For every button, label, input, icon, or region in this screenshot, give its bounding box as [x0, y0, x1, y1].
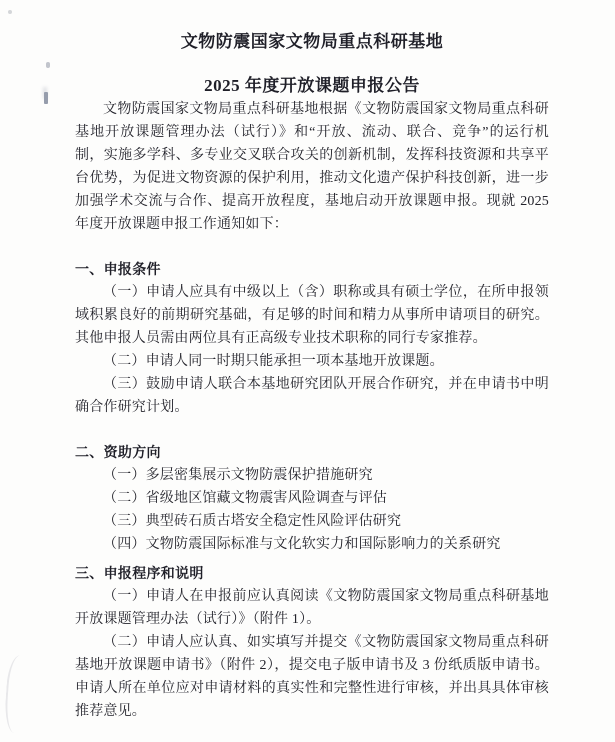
section-paragraph: （四）文物防震国际标准与文化软实力和国际影响力的关系研究 [103, 537, 501, 552]
section-heading: 一、申报条件 [75, 261, 161, 277]
section-heading: 三、申报程序和说明 [75, 565, 204, 581]
section-paragraph: （二）申请人应认真、如实填写并提交《文物防震国家文物局重点科研基地开放课题申请书》（附件 2），提交电子版申请书及 3 份纸质版申请书。申请人所在单位应对申请材料的真实性和完整性进行审核，并出具具体审核推荐意见。 [75, 635, 549, 719]
section-paragraph: （一）申请人在申报前应认真阅读《文物防震国家文物局重点科研基地开放课题管理办法（试行）》（附件 1）。 [75, 589, 549, 627]
scan-dash-artifact [44, 92, 48, 104]
scan-speck-artifact [46, 62, 50, 68]
section-funding-directions [75, 441, 549, 556]
intro-paragraph: 文物防震国家文物局重点科研基地根据《文物防震国家文物局重点科研基地开放课题管理办法（试行）》和“开放、流动、联合、竞争”的运行机制，实施多学科、多专业交叉联合攻关的创新机制，发挥科技资源和共享平台优势，为促进文物资源的保护利用，推动文化遗产保护科技创新，进一步加强学术交流与合作、提高开放程度，基地启动开放课题申报。现就 2025 年度开放课题申报工作通知如下： [75, 102, 549, 232]
scan-curve-artifact [3, 654, 28, 733]
document-subtitle: 2025 年度开放课题申报公告 [204, 76, 420, 95]
section-paragraph: （三）典型砖石质古塔安全稳定性风险评估研究 [103, 514, 402, 529]
section-application-conditions [75, 258, 549, 419]
section-paragraph: （一）申请人应具有中级以上（含）职称或具有硕士学位，在所申报领域积累良好的前期研究基础，有足够的时间和精力从事所申请项目的研究。其他申报人员需由两位具有正高级专业技术职称的同行专家推荐。 [75, 285, 549, 346]
document-title: 文物防震国家文物局重点科研基地 [180, 32, 444, 51]
section-paragraph: （二）申请人同一时期只能承担一项本基地开放课题。 [103, 354, 444, 369]
section-application-procedure [75, 562, 549, 723]
scan-speck-artifact [8, 10, 12, 14]
section-heading: 二、资助方向 [75, 444, 161, 460]
section-paragraph: （一）多层密集展示文物防震保护措施研究 [103, 468, 373, 483]
section-paragraph: （三）鼓励申请人联合本基地研究团队开展合作研究，并在申请书中明确合作研究计划。 [75, 377, 549, 415]
section-paragraph: （二）省级地区馆藏文物震害风险调查与评估 [103, 491, 387, 506]
